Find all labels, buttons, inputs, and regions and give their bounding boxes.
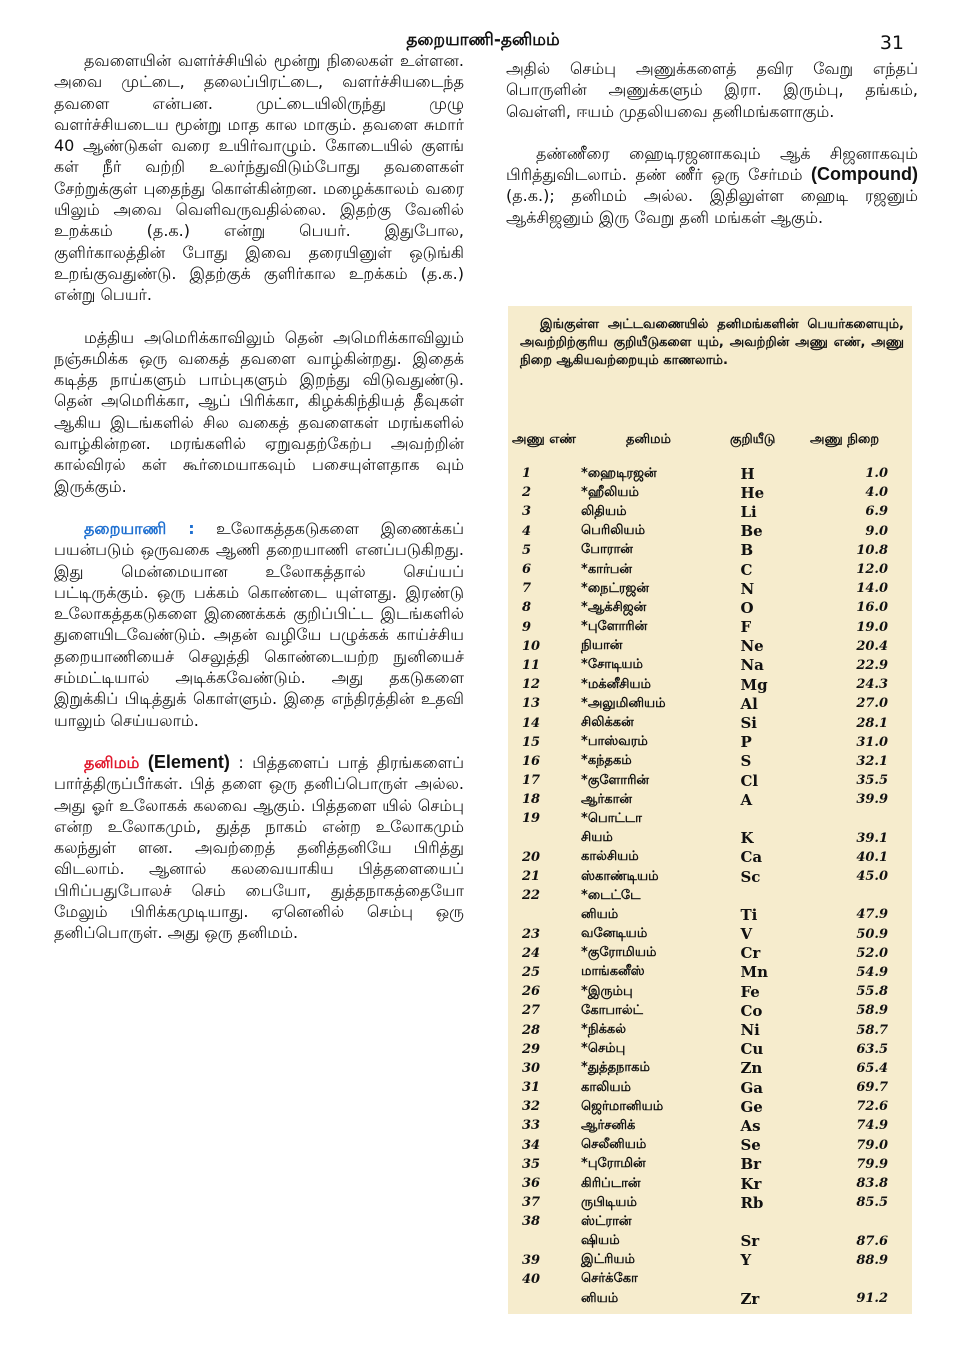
- atomic-mass-cell: 40.1: [856, 849, 888, 865]
- symbol-cell: Cl: [740, 771, 759, 790]
- element-name-cell: *நிக்கல்: [581, 1022, 627, 1038]
- atomic-number-cell: 39: [522, 1252, 541, 1268]
- table-row: [508, 579, 912, 598]
- element-name-cell: ஆர்சனிக்: [581, 1117, 636, 1133]
- table-row: [508, 1020, 912, 1039]
- element-name-cell: னியம்: [581, 906, 619, 922]
- element-name-cell: கால்சியம்: [581, 849, 639, 865]
- atomic-number-cell: 12: [522, 677, 541, 693]
- atomic-number-cell: 20: [522, 849, 541, 865]
- element-name-cell: நியான்: [581, 638, 623, 654]
- atomic-number-cell: 28: [522, 1022, 541, 1038]
- atomic-mass-cell: 9.0: [865, 523, 888, 539]
- table-row: [508, 656, 912, 675]
- header-atomic-number: அணு எண்: [512, 432, 576, 447]
- symbol-cell: Sr: [740, 1232, 760, 1251]
- table-row: [508, 925, 912, 944]
- symbol-cell: Al: [740, 694, 758, 713]
- frog-paragraph-1-text: தவளையின் வளர்ச்சியில் மூன்று நிலைகள் உள்ளன. அவை முட்டை, தலைப்பிரட்டை, வளர்ச்சியடைந்த தவளை என்பன. முட்டையிலிருந்து முழு வளர்ச்சியடைய மூன்று மாத கால மாகும். தவளை சுமார் 40 ஆண்டுகள் வரை உயிர்வாழும். கோடையில் குளங் கள் நீர் வற்றி உலர்ந்துவிடும்போது தவளைகள் சேற்றுக்குள் புதைந்து கொள்கின்றன. மழைக்காலம் வரை யிலும் அவை வெளிவருவதில்லை. இதற்கு வேனில் உறக்கம் (த.க.) என்று பெயர். இதுபோல, குளிர்காலத்தின் போது இவை தரையினுள் ஒடுங்கி உறங்குவதுண்டு. இதற்குக் குளிர்கால உறக்கம் (த.க.) என்று பெயர்.: [54, 51, 464, 305]
- atomic-mass-cell: 35.5: [856, 773, 888, 789]
- atomic-mass-cell: 47.9: [856, 907, 888, 923]
- symbol-cell: Ga: [740, 1078, 763, 1097]
- symbol-cell: Mg: [740, 675, 768, 694]
- atomic-number-cell: 34: [522, 1137, 541, 1153]
- atomic-mass-cell: [805, 809, 912, 828]
- symbol-cell: Y: [740, 1251, 752, 1270]
- atomic-number-cell: 9: [522, 619, 532, 635]
- atomic-mass-cell: 63.5: [856, 1041, 888, 1057]
- atomic-mass-cell: 4.0: [865, 485, 888, 501]
- atomic-number-cell: 10: [522, 638, 541, 654]
- table-row: [508, 1059, 912, 1078]
- atomic-mass-cell: 58.7: [856, 1022, 888, 1038]
- atomic-number-cell: 38: [522, 1214, 541, 1230]
- atomic-number-cell: 5: [522, 542, 532, 558]
- symbol-cell: Sc: [740, 867, 761, 886]
- atomic-number-cell: 26: [522, 984, 541, 1000]
- atomic-number-cell: 7: [522, 581, 532, 597]
- atomic-mass-cell: 28.1: [856, 715, 888, 731]
- symbol-cell: F: [740, 618, 752, 637]
- element-name-cell: *பொட்டா: [581, 810, 642, 826]
- compound-term-english: (Compound): [811, 164, 918, 185]
- atomic-mass-cell: 39.1: [856, 830, 888, 846]
- frog-paragraph-1: [54, 50, 464, 306]
- right-paragraph-2-a: தண்ணீரை ஹைடிரஜனாகவும் ஆக் சிஜனாகவும் பிரித்துவிடலாம். தண் ணீர் ஒரு சேர்மம்: [506, 143, 918, 185]
- atomic-number-cell: 21: [522, 869, 541, 885]
- atomic-mass-cell: 50.9: [856, 926, 888, 942]
- element-name-cell: சிலிக்கன்: [581, 715, 634, 731]
- table-intro: [508, 316, 912, 370]
- running-head: தறையாணி-தனிமம்: [406, 30, 560, 50]
- atomic-mass-cell: 85.5: [856, 1195, 888, 1211]
- element-name-cell: னியம்: [581, 1290, 619, 1306]
- atomic-mass-cell: 12.0: [856, 562, 888, 578]
- symbol-cell: Co: [740, 1001, 763, 1020]
- atomic-number-cell: 35: [522, 1156, 541, 1172]
- element-name-cell: செலீனியம்: [581, 1137, 647, 1153]
- table-row: [508, 1097, 912, 1116]
- table-row: [508, 483, 912, 502]
- atomic-number-cell: 8: [522, 600, 532, 616]
- atomic-number-cell: 27: [522, 1003, 541, 1019]
- symbol-cell: H: [740, 464, 755, 483]
- atomic-number-cell: 3: [522, 504, 532, 520]
- element-name-cell: *துத்தநாகம்: [581, 1060, 650, 1076]
- element-name-cell: *குளோரின்: [581, 772, 650, 788]
- left-column: [54, 50, 464, 965]
- elements-table: [508, 464, 912, 1308]
- atomic-number-cell: 18: [522, 792, 541, 808]
- atomic-mass-cell: 6.9: [865, 504, 888, 520]
- table-row: [508, 944, 912, 963]
- symbol-cell: B: [740, 541, 754, 560]
- atomic-number-cell: 14: [522, 715, 541, 731]
- element-name-cell: லிதியம்: [581, 503, 627, 519]
- element-name-cell: ஸ்காண்டியம்: [581, 868, 659, 884]
- table-row: [508, 1270, 912, 1289]
- table-row: [508, 1232, 912, 1251]
- atomic-number-cell: 2: [522, 485, 532, 501]
- atomic-mass-cell: 52.0: [856, 945, 888, 961]
- table-row: [508, 1136, 912, 1155]
- table-row: [508, 867, 912, 886]
- element-name-cell: *கந்தகம்: [581, 753, 632, 769]
- atomic-mass-cell: 65.4: [856, 1060, 888, 1076]
- table-row: [508, 560, 912, 579]
- atomic-mass-cell: 27.0: [856, 696, 888, 712]
- element-name-cell: *புளோரின்: [581, 619, 648, 635]
- table-row: [508, 637, 912, 656]
- atomic-number-cell: 40: [522, 1271, 541, 1287]
- atomic-mass-cell: 24.3: [856, 677, 888, 693]
- atomic-mass-cell: 10.8: [856, 542, 888, 558]
- symbol-cell: Se: [740, 1136, 761, 1155]
- symbol-cell: Na: [740, 656, 764, 675]
- rivet-entry: [54, 518, 464, 731]
- symbol-cell: O: [740, 598, 754, 617]
- atomic-number-cell: 37: [522, 1195, 541, 1211]
- element-name-cell: *புரோமின்: [581, 1156, 646, 1172]
- table-row: [508, 1212, 912, 1231]
- atomic-mass-cell: 22.9: [856, 657, 888, 673]
- element-name-cell: *அலுமினியம்: [581, 695, 666, 711]
- atomic-mass-cell: 14.0: [856, 581, 888, 597]
- atomic-number-cell: 25: [522, 964, 541, 980]
- table-row: [508, 905, 912, 924]
- element-name-cell: வனேடியம்: [581, 926, 648, 942]
- symbol-cell: Cu: [740, 1040, 764, 1059]
- element-name-cell: காலியம்: [581, 1079, 632, 1095]
- header-atomic-mass: அணு நிறை: [810, 432, 880, 447]
- table-row: [508, 502, 912, 521]
- right-paragraph-2-b: (த.க.); தனிமம் அல்ல. இதிலுள்ள ஹைடி ரஜனும் ஆக்சிஜனும் இரு வேறு தனி மங்கள் ஆகும்.: [506, 186, 918, 227]
- element-name-cell: கிரிப்டான்: [581, 1175, 641, 1191]
- table-row: [508, 1251, 912, 1270]
- frog-paragraph-2: [54, 327, 464, 497]
- symbol-cell: Mn: [740, 963, 768, 982]
- symbol-cell: P: [740, 733, 752, 752]
- table-row: [508, 1193, 912, 1212]
- frog-paragraph-2-text: மத்திய அமெரிக்காவிலும் தென் அமெரிக்காவிலும் நஞ்சுமிக்க ஒரு வகைத் தவளை வாழ்கின்றது. இதைக் கடித்த நாய்களும் பாம்புகளும் இறந்து விடுவதுண்டு. தென் அமெரிக்கா, ஆப் பிரிக்கா, கிழக்கிந்தியத் தீவுகள் ஆகிய இடங்களில் சில வகைத் தவளைகள் மரங்களில் வாழ்கின்றன. மரங்களில் ஏறுவதற்கேற்ப அவற்றின் கால்விரல் கள் கூர்மையாகவும் பசையுள்ளதாக வும் இருக்கும்.: [54, 327, 464, 496]
- atomic-number-cell: 24: [522, 945, 541, 961]
- element-name-cell: ஸ்ட்ரான்: [581, 1213, 632, 1229]
- table-row: [508, 618, 912, 637]
- symbol-cell: A: [740, 790, 753, 809]
- symbol-cell: V: [740, 925, 753, 944]
- element-name-cell: *குரோமியம்: [581, 945, 657, 961]
- atomic-mass-cell: 32.1: [856, 753, 888, 769]
- table-row: [508, 713, 912, 732]
- symbol-cell: Cr: [740, 944, 761, 963]
- symbol-cell: Ni: [740, 1021, 760, 1040]
- element-name-cell: போரான்: [581, 542, 633, 558]
- rivet-text: உலோகத்தகடுகளை இணைக்கப் பயன்படும் ஒருவகை ஆணி தறையாணி எனப்படுகிறது. இது மென்மையான உலோகத்தால் செய்யப் பட்டிருக்கும். ஒரு பக்கம் கொண்டை யுள்ளது. இரண்டு உலோகத்தகடுகளை இணைக்கக் குறிப்பிட்ட இடங்களில் துளையிடவேண்டும். அதன் வழியே பழுக்கக் காய்ச்சிய தறையாணியைச் செலுத்தி கொண்டையற்ற நுனியைச் சம்மட்டியால் அடிக்கவேண்டும். அது தகடுகளை இறுக்கிப் பிடித்துக் கொள்ளும். இதை எந்திரத்தின் உதவி யாலும் செய்யலாம்.: [54, 518, 465, 730]
- atomic-mass-cell: 39.9: [856, 792, 888, 808]
- atomic-mass-cell: 16.0: [856, 600, 888, 616]
- table-row: [508, 1289, 912, 1308]
- symbol-cell: Ti: [740, 905, 758, 924]
- atomic-mass-cell: 72.6: [856, 1099, 888, 1115]
- right-column: [506, 58, 918, 249]
- symbol-cell: [740, 1212, 805, 1231]
- atomic-number-cell: 15: [522, 734, 541, 750]
- atomic-number-cell: 1: [522, 466, 532, 482]
- element-table-panel: [508, 306, 912, 1314]
- header-symbol: குறியீடு: [730, 432, 776, 447]
- table-row: [508, 829, 912, 848]
- element-name-cell: பெரிலியம்: [581, 523, 646, 539]
- table-row: [508, 809, 912, 828]
- table-intro-text: இங்குள்ள அட்டவணையில் தனிமங்களின் பெயர்களையும், அவற்றிற்குரிய குறியீடுகளை யும், அவற்றின் அணு எண், அணு நிறை ஆகியவற்றையும் காணலாம்.: [520, 317, 904, 368]
- atomic-mass-cell: 69.7: [856, 1080, 888, 1096]
- table-row: [508, 1174, 912, 1193]
- atomic-number-cell: [508, 1289, 575, 1308]
- atomic-mass-cell: 45.0: [856, 869, 888, 885]
- atomic-number-cell: 22: [522, 888, 541, 904]
- element-name-cell: இட்ரியம்: [581, 1252, 636, 1268]
- atomic-number-cell: 6: [522, 562, 532, 578]
- table-row: [508, 848, 912, 867]
- table-row: [508, 694, 912, 713]
- element-name-cell: சியம்: [581, 830, 613, 846]
- element-name-cell: மாங்கனீஸ்: [581, 964, 645, 980]
- element-name-cell: *கார்பன்: [581, 561, 633, 577]
- table-row: [508, 752, 912, 771]
- symbol-cell: Br: [740, 1155, 762, 1174]
- symbol-cell: [740, 1270, 805, 1289]
- atomic-number-cell: 11: [522, 657, 541, 673]
- element-name-cell: செர்க்கோ: [581, 1271, 638, 1287]
- element-text: : பித்தளைப் பாத் திரங்களைப் பார்த்திருப்பீர்கள். பித் தளை ஒரு தனிப்பொருள் அல்ல. அது ஓர் உலோகக் கலவை ஆகும். பித்தளை யில் செம்பு என்ற உலோகமும், துத்த நாகம் என்ற உலோகமும் கலந்துள் ளன. அவற்றைத் தனித்தனியே பிரித்து விடலாம். ஆனால் கலவையாகிய பித்தளையைப் பிரிப்பதுபோலச் செம் பையோ, துத்தநாகத்தையோ மேலும் பிரிக்கமுடியாது. ஏனெனில் செம்பு ஒரு தனிப்பொருள். அது ஒரு தனிமம்.: [54, 752, 465, 943]
- symbol-cell: Zn: [740, 1059, 763, 1078]
- element-term-english: (Element): [147, 751, 230, 772]
- atomic-mass-cell: 91.2: [856, 1291, 888, 1307]
- atomic-number-cell: [508, 905, 575, 924]
- table-row: [508, 1116, 912, 1135]
- symbol-cell: S: [740, 752, 752, 771]
- element-name-cell: *ஆக்சிஜன்: [581, 599, 647, 615]
- atomic-number-cell: 13: [522, 696, 541, 712]
- atomic-mass-cell: [805, 886, 912, 905]
- atomic-mass-cell: 74.9: [856, 1118, 888, 1134]
- atomic-number-cell: 33: [522, 1118, 541, 1134]
- table-row: [508, 1155, 912, 1174]
- atomic-mass-cell: 55.8: [856, 984, 888, 1000]
- symbol-cell: He: [740, 483, 765, 502]
- symbol-cell: [740, 886, 805, 905]
- element-name-cell: *மக்னீசியம்: [581, 676, 652, 692]
- symbol-cell: Ge: [740, 1097, 763, 1116]
- atomic-mass-cell: 54.9: [856, 964, 888, 980]
- rivet-term: தறையாணி :: [84, 518, 195, 538]
- atomic-number-cell: 19: [522, 811, 541, 827]
- atomic-mass-cell: 58.9: [856, 1003, 888, 1019]
- element-name-cell: கோபால்ட்: [581, 1002, 643, 1018]
- atomic-mass-cell: 79.9: [856, 1156, 888, 1172]
- atomic-number-cell: [508, 829, 575, 848]
- atomic-mass-cell: 83.8: [856, 1176, 888, 1192]
- table-row: [508, 1078, 912, 1097]
- table-row: [508, 464, 912, 483]
- element-name-cell: ஜெர்மானியம்: [581, 1098, 664, 1114]
- table-header-row: [508, 432, 912, 454]
- atomic-mass-cell: 20.4: [856, 638, 888, 654]
- atomic-mass-cell: 88.9: [856, 1252, 888, 1268]
- symbol-cell: N: [740, 579, 755, 598]
- element-name-cell: ஆர்கான்: [581, 791, 632, 807]
- element-name-cell: *ஹைடிரஜன்: [581, 465, 657, 481]
- atomic-number-cell: 32: [522, 1099, 541, 1115]
- symbol-cell: Rb: [740, 1193, 764, 1212]
- header-element: தனிமம்: [626, 432, 671, 447]
- element-term: தனிமம்: [84, 752, 140, 772]
- atomic-mass-cell: 87.6: [856, 1233, 888, 1249]
- symbol-cell: K: [740, 829, 754, 848]
- table-row: [508, 598, 912, 617]
- symbol-cell: Be: [740, 522, 763, 541]
- atomic-mass-cell: 19.0: [856, 619, 888, 635]
- table-row: [508, 1040, 912, 1059]
- atomic-number-cell: 4: [522, 523, 532, 539]
- symbol-cell: Zr: [740, 1289, 760, 1308]
- element-entry: [54, 752, 464, 944]
- symbol-cell: Kr: [740, 1174, 762, 1193]
- page-number: 31: [879, 32, 904, 54]
- atomic-mass-cell: [805, 1212, 912, 1231]
- table-row: [508, 771, 912, 790]
- atomic-mass-cell: [805, 1270, 912, 1289]
- symbol-cell: Ne: [740, 637, 764, 656]
- symbol-cell: Ca: [740, 848, 763, 867]
- element-name-cell: *இரும்பு: [581, 983, 633, 999]
- element-name-cell: *நைட்ரஜன்: [581, 580, 649, 596]
- symbol-cell: Fe: [740, 982, 760, 1001]
- symbol-cell: [740, 809, 805, 828]
- atomic-number-cell: 36: [522, 1176, 541, 1192]
- element-name-cell: ஷியம்: [581, 1233, 620, 1249]
- atomic-number-cell: 23: [522, 926, 541, 942]
- table-row: [508, 963, 912, 982]
- table-row: [508, 1001, 912, 1020]
- element-name-cell: *டைட்டே: [581, 887, 641, 903]
- element-name-cell: *செம்பு: [581, 1041, 626, 1057]
- table-row: [508, 733, 912, 752]
- symbol-cell: Li: [740, 502, 757, 521]
- atomic-number-cell: 16: [522, 753, 541, 769]
- atomic-mass-cell: 31.0: [856, 734, 888, 750]
- atomic-mass-cell: 1.0: [865, 466, 888, 482]
- right-paragraph-2: [506, 143, 918, 228]
- atomic-number-cell: 30: [522, 1060, 541, 1076]
- element-name-cell: ருபிடியம்: [581, 1194, 637, 1210]
- element-name-cell: *ஹீலியம்: [581, 484, 639, 500]
- symbol-cell: C: [740, 560, 753, 579]
- atomic-mass-cell: 79.0: [856, 1137, 888, 1153]
- element-name-cell: *பாஸ்வரம்: [581, 734, 648, 750]
- table-row: [508, 541, 912, 560]
- element-name-cell: *சோடியம்: [581, 657, 644, 673]
- right-paragraph-1: அதில் செம்பு அணுக்களைத் தவிர வேறு எந்தப் பொருளின் அணுக்களும் இரா. இரும்பு, தங்கம், வெள்ளி, ஈயம் முதலியவை தனிமங்களாகும்.: [506, 59, 918, 121]
- table-row: [508, 886, 912, 905]
- symbol-cell: As: [740, 1116, 761, 1135]
- atomic-number-cell: 17: [522, 773, 541, 789]
- elements-table-body: [508, 464, 912, 1308]
- atomic-number-cell: 31: [522, 1080, 541, 1096]
- atomic-number-cell: [508, 1232, 575, 1251]
- table-row: [508, 675, 912, 694]
- atomic-number-cell: 29: [522, 1041, 541, 1057]
- symbol-cell: Si: [740, 714, 757, 733]
- table-row: [508, 982, 912, 1001]
- table-row: [508, 790, 912, 809]
- table-row: [508, 522, 912, 541]
